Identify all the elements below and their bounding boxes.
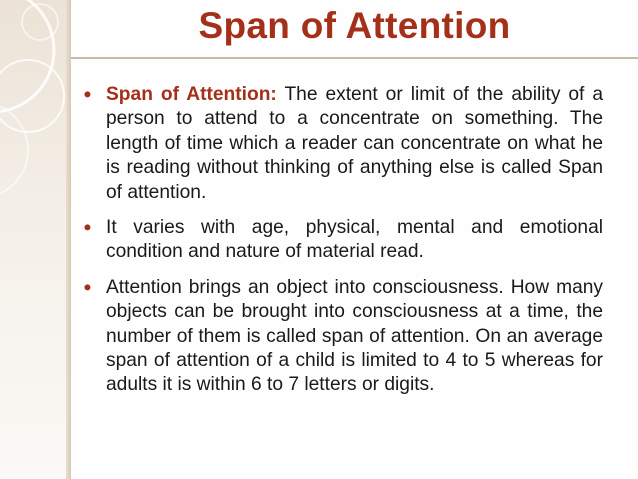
bullet-text: The extent or limit of the ability of a person to attend to a concentrate on something. The length of time which a reader can concentrate on what he is reading without thinking of anything else is called Span of attention. [106,84,604,203]
bullet-icon: ⚫ [82,279,93,295]
decorative-circles [0,0,71,479]
bullet-term: Span of Attention: [106,84,277,105]
bullet-icon: ⚫ [82,220,93,236]
bullet-text: It varies with age, physical, mental and emotional condition and nature of material read. [106,217,603,263]
bullet-list [80,83,603,398]
slide-title: Span of Attention [198,5,511,46]
bullet-icon: ⚫ [82,87,93,102]
bullet-item [80,216,603,265]
bullet-text: Attention brings an object into consciousness. How many objects can be brought into consciousness at a time, the number of them is called span of attention. On an average span of attention of a child is limited to 4 to 5 whereas for adults it is within 6 to 7 letters or digits. [106,276,603,396]
bullet-item [80,83,603,205]
bullet-item [80,276,603,398]
title-underline [71,57,638,59]
vertical-divider [66,0,71,479]
